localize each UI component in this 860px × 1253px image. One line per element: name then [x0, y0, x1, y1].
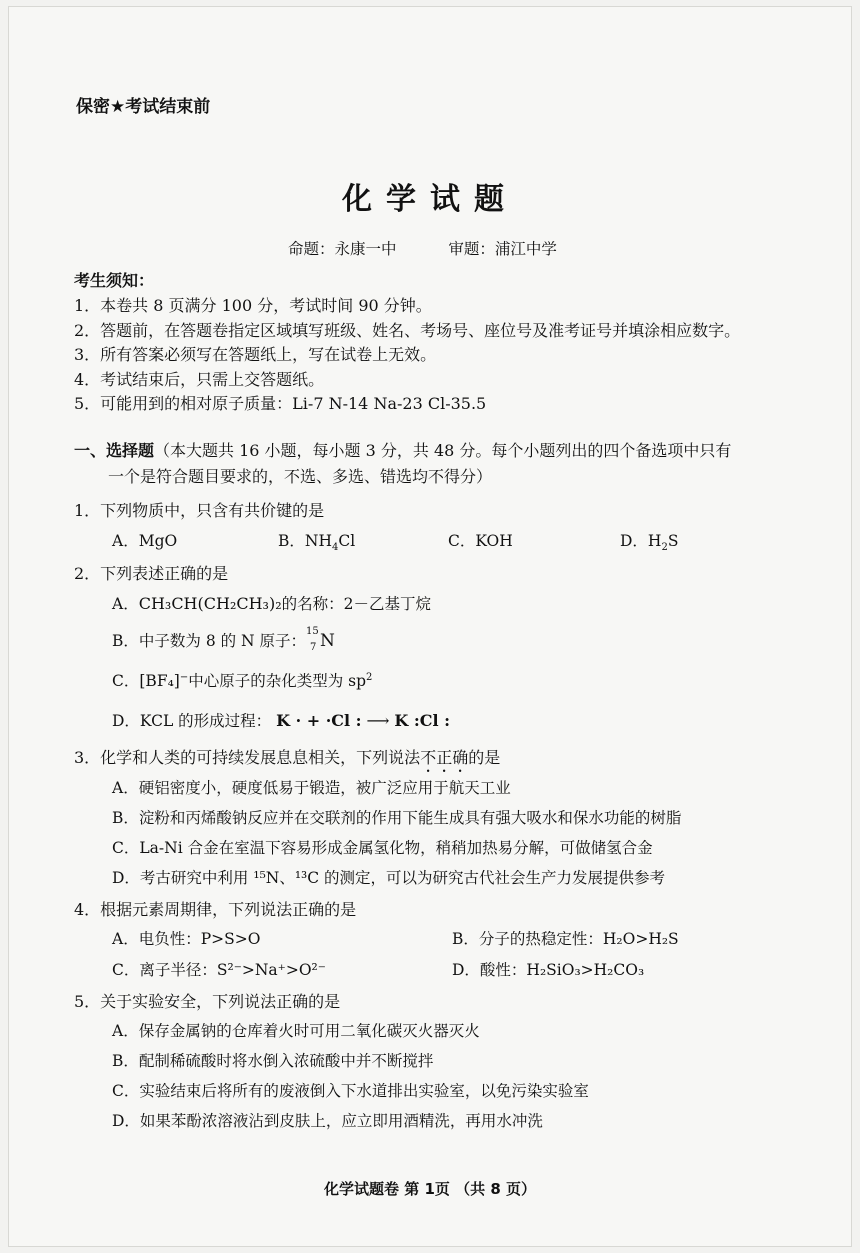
arrow-icon: ⟶: [366, 711, 390, 730]
notice-item-3: 3．所有答案必须写在答题纸上，写在试卷上无效。: [74, 345, 437, 364]
q3-option-c: C．La-Ni 合金在室温下容易形成金属氢化物，稍稍加热易分解，可做储氢合金: [112, 839, 653, 857]
q2-option-b: B．中子数为 8 的 N 原子： 15 7 N: [112, 626, 335, 653]
notice-item-5: 5．可能用到的相对原子质量：Li-7 N-14 Na-23 Cl-35.5: [74, 394, 487, 413]
q3-stem: 3．化学和人类的可持续发展息息相关，下列说法不正确的是: [74, 748, 501, 767]
q1-stem: 1．下列物质中，只含有共价键的是: [74, 501, 325, 520]
proposer: 命题：永康一中: [288, 240, 397, 258]
q3-option-b: B．淀粉和丙烯酸钠反应并在交联剂的作用下能生成具有强大吸水和保水功能的树脂: [112, 809, 682, 827]
q4-option-a: A．电负性：P>S>O: [112, 930, 261, 948]
q2-a-formula: CH₃CH(CH₂CH₃)₂: [138, 594, 282, 613]
q5-option-b: B．配制稀硫酸时将水倒入浓硫酸中并不断搅拌: [112, 1052, 434, 1070]
q2-d-lewis-right: K :Cl :: [394, 711, 451, 730]
q3-option-d: D．考古研究中利用 ¹⁵N、¹³C 的测定，可以为研究古代社会生产力发展提供参考: [112, 869, 666, 887]
q4-option-b: B．分子的热稳定性：H₂O>H₂S: [452, 930, 679, 948]
q2-option-d: D．KCL 的形成过程： K · + ·Cl : ⟶ K :Cl :: [112, 711, 451, 730]
q1-option-a: A．MgO: [112, 532, 178, 550]
confidential-header: 保密★考试结束前: [76, 97, 211, 117]
q2-option-a: A．CH₃CH(CH₂CH₃)₂的名称：2－乙基丁烷: [112, 594, 431, 613]
q3-option-a: A．硬铝密度小，硬度低易于锻造，被广泛应用于航天工业: [112, 779, 511, 797]
q5-option-d: D．如果苯酚浓溶液沾到皮肤上，应立即用酒精洗，再用水冲洗: [112, 1112, 543, 1130]
notice-item-1: 1．本卷共 8 页满分 100 分，考试时间 90 分钟。: [74, 296, 432, 315]
q5-option-a: A．保存金属钠的仓库着火时可用二氧化碳灭火器灭火: [112, 1022, 480, 1040]
q2-stem: 2．下列表述正确的是: [74, 564, 229, 583]
q1-option-d: D．$H_2S$: [620, 532, 679, 554]
q5-stem: 5．关于实验安全，下列说法正确的是: [74, 992, 341, 1011]
q2-b-mass-number: 15: [306, 626, 319, 637]
q4-option-c: C．离子半径：S²⁻>Na⁺>O²⁻: [112, 961, 326, 979]
q2-c-ion: [BF₄]: [139, 672, 180, 690]
q2-d-lewis-left: K · + ·Cl :: [276, 711, 362, 730]
q1-option-c: C．KOH: [448, 532, 513, 550]
q1-option-b: B．$NH_4Cl$: [278, 532, 356, 554]
reviewer: 审题：浦江中学: [448, 240, 557, 258]
section-desc-2: 一个是符合题目要求的，不选、多选、错选均不得分）: [108, 467, 493, 486]
notice-heading: 考生须知：: [74, 271, 155, 290]
notice-item-4: 4．考试结束后，只需上交答题纸。: [74, 370, 325, 389]
q2-option-c: C．[BF₄]−中心原子的杂化类型为 $sp^2$: [112, 671, 373, 690]
q3-emphasis: 不正确: [420, 748, 469, 767]
q4-stem: 4．根据元素周期律，下列说法正确的是: [74, 900, 357, 919]
section-desc-1: （本大题共 16 小题，每小题 3 分，共 48 分。每个小题列出的四个备选项中只有: [154, 441, 732, 460]
section-heading: [74, 438, 731, 461]
exam-page: [8, 6, 852, 1247]
section-label: 一、选择题: [74, 441, 155, 460]
q5-option-c: C．实验结束后将所有的废液倒入下水道排出实验室，以免污染实验室: [112, 1082, 589, 1100]
q2-b-symbol: N: [320, 631, 335, 651]
q4-option-d: D．酸性：H₂SiO₃>H₂CO₃: [452, 961, 645, 979]
page-title: 化学试题: [342, 182, 518, 217]
authors-line: [288, 237, 557, 259]
page-footer: 化学试题卷 第 1页 （共 8 页）: [324, 1180, 536, 1198]
q2-b-atomic-number: 7: [310, 642, 317, 653]
notice-item-2: 2．答题前，在答题卷指定区域填写班级、姓名、考场号、座位号及准考证号并填涂相应数字。: [74, 321, 741, 340]
